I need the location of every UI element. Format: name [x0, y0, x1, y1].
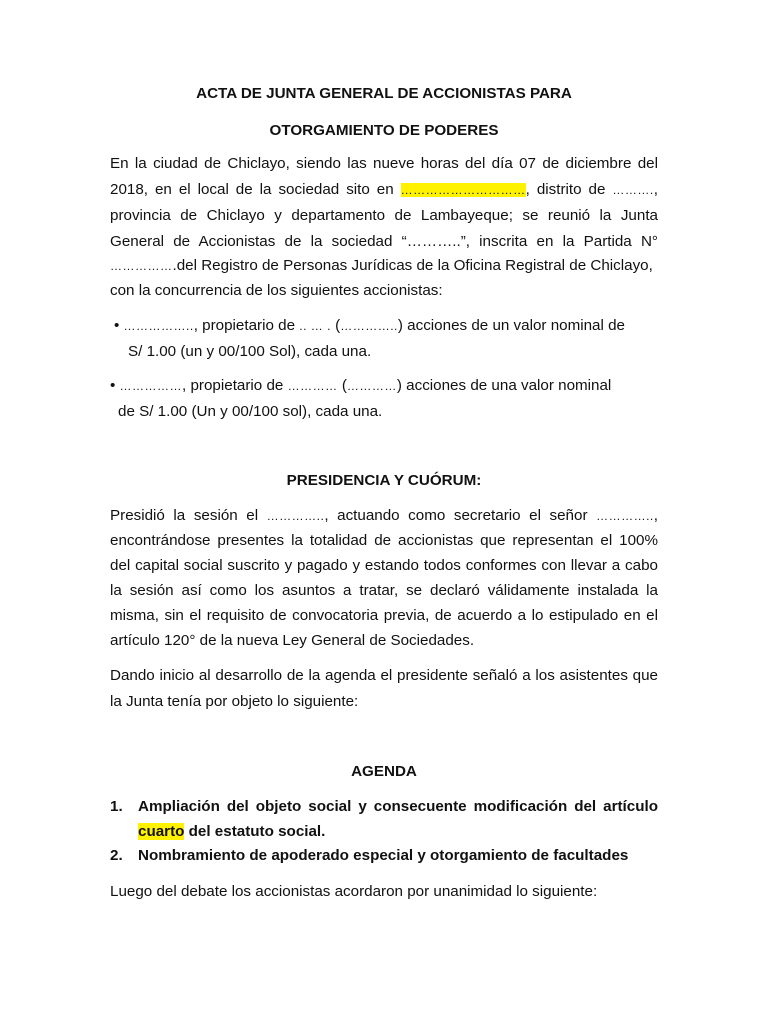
partida-blank: …………… [110, 259, 173, 273]
agenda-intro-line-1: Dando inicio al desarrollo de la agenda el presidente señaló a los asistentes que [110, 667, 658, 684]
bullet-mark: • [110, 377, 120, 394]
bullet-mark: • [114, 317, 124, 334]
presidencia-line-3: del capital social suscrito y pagado y estando todos conformes con llevar a cabo [110, 557, 658, 574]
agenda-item-text: del estatuto social. [184, 823, 326, 840]
presidencia-text: , [653, 507, 658, 524]
shares-words-blank: ………… [346, 379, 397, 393]
presidencia-line-2: encontrándose presentes la totalidad de accionistas que representan el 100% [110, 532, 658, 549]
shares-words-blank: ………….. [340, 319, 398, 333]
shareholder-bullet-2 [110, 376, 611, 396]
shareholder-bullet-2-line-2: de S/ 1.00 (Un y 00/100 sol), cada una. [118, 403, 383, 420]
intro-text: , distrito de [525, 181, 613, 198]
president-blank: ………….. [266, 509, 325, 523]
intro-line-3: provincia de Chiclayo y departamento de Lambayeque; se reunió la Junta [110, 207, 658, 224]
intro-text: , [653, 181, 658, 198]
secretary-blank: ………….. [596, 509, 654, 523]
agenda-intro-line-2: la Junta tenía por objeto lo siguiente: [110, 693, 359, 710]
shareholder-bullet-1 [114, 316, 625, 336]
highlighted-word: cuarto [138, 823, 185, 840]
presidencia-heading: PRESIDENCIA Y CUÓRUM: [286, 472, 482, 489]
presidencia-text: , actuando como secretario el señor [324, 507, 597, 524]
intro-text: .del Registro de Personas Jurídicas de la Oficina Registral de Chiclayo, [172, 257, 653, 274]
presidencia-text: Presidió la sesión el [110, 507, 267, 524]
agenda-item-2 [110, 846, 628, 866]
intro-line-1: En la ciudad de Chiclayo, siendo las nueve horas del día 07 de diciembre del [110, 155, 658, 172]
intro-line-4: General de Accionistas de la sociedad “………..”, inscrita en la Partida N° [110, 233, 658, 250]
intro-line-6: con la concurrencia de los siguientes accionistas: [110, 282, 443, 299]
address-blank: ………………………… [400, 183, 526, 197]
presidencia-line-6: artículo 120° de la nueva Ley General de Sociedades. [110, 632, 475, 649]
presidencia-line-1 [110, 506, 658, 526]
agenda-item-text: Ampliación del objeto social y consecuente modificación del artículo [138, 798, 658, 815]
shareholder-bullet-1-line-2: S/ 1.00 (un y 00/100 Sol), cada una. [128, 343, 372, 360]
bullet-text: ( [337, 377, 347, 394]
bullet-text: ( [330, 317, 341, 334]
agenda-item-text: Nombramiento de apoderado especial y otorgamiento de facultades [138, 847, 629, 864]
district-blank: ………. [612, 183, 654, 197]
bullet-text: ) acciones de un valor nominal de [397, 317, 625, 334]
bullet-text: , propietario de [193, 317, 300, 334]
shares-count-blank: .. … . [299, 319, 331, 333]
agenda-item-number: 1. [110, 798, 123, 815]
title-line-1: ACTA DE JUNTA GENERAL DE ACCIONISTAS PARA [196, 85, 572, 102]
closing-line: Luego del debate los accionistas acordaron por unanimidad lo siguiente: [110, 883, 598, 900]
bullet-text: ) acciones de una valor nominal [396, 377, 612, 394]
shares-count-blank: ………… [287, 379, 338, 393]
shareholder-name-blank: …………… [119, 379, 183, 393]
agenda-heading: AGENDA [351, 763, 417, 780]
bullet-text: , propietario de [182, 377, 288, 394]
intro-line-5 [110, 256, 653, 276]
agenda-item-number: 2. [110, 847, 123, 864]
intro-text: 2018, en el local de la sociedad sito en [110, 181, 401, 198]
agenda-item-1 [110, 797, 658, 817]
agenda-item-1-line-2 [138, 822, 325, 842]
presidencia-line-4: la sesión así como los asuntos a tratar, se declaró válidamente instalada la [110, 582, 658, 599]
intro-line-2 [110, 180, 658, 200]
title-line-2: OTORGAMIENTO DE PODERES [269, 122, 499, 139]
shareholder-name-blank: …………….. [123, 319, 194, 333]
presidencia-line-5: misma, sin el requisito de convocatoria previa, de acuerdo a lo estipulado en el [110, 607, 658, 624]
